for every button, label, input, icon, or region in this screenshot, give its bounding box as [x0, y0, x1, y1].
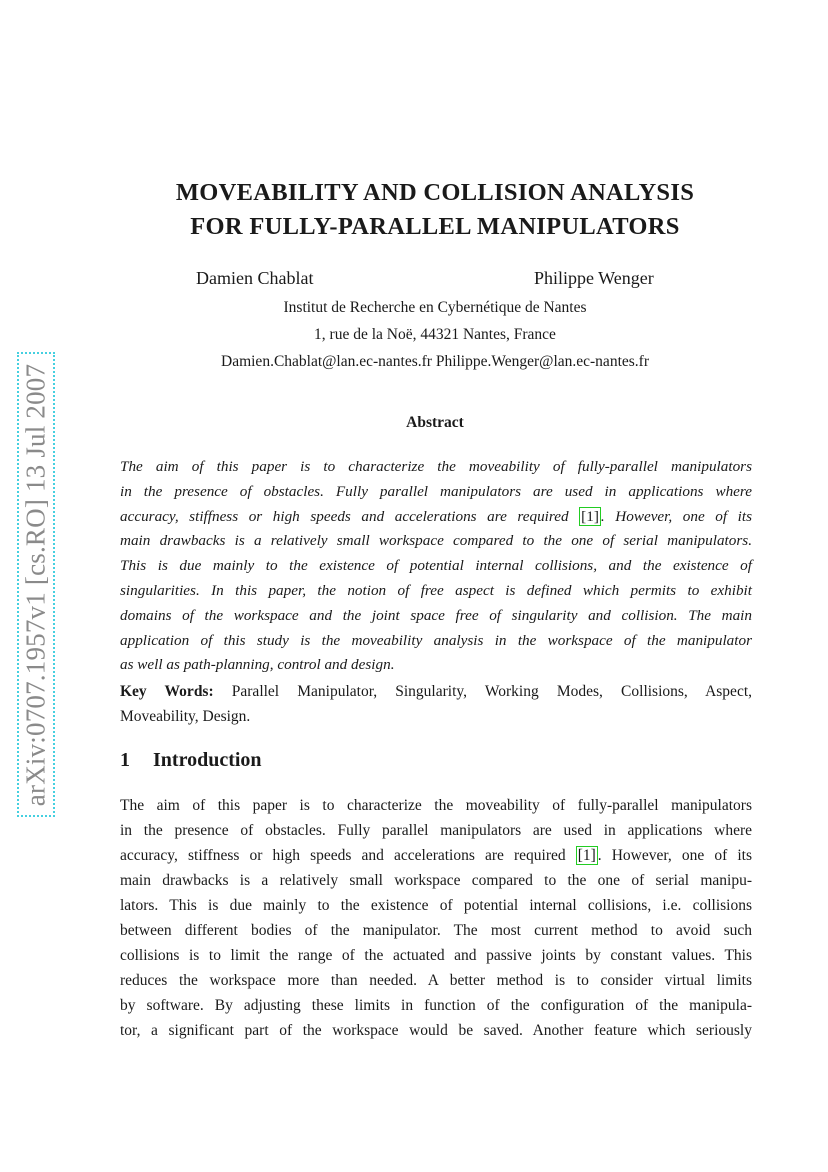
- author-emails: Damien.Chablat@lan.ec-nantes.fr Philippe.Wenger@lan.ec-nantes.fr: [221, 353, 649, 370]
- affiliation-address: 1, rue de la Noë, 44321 Nantes, France: [314, 326, 556, 343]
- body-line: The aim of this paper is to characterize the moveability of fully-parallel manipulators: [120, 797, 752, 814]
- abstract-heading: Abstract: [406, 414, 464, 431]
- abstract-line: The aim of this paper is to characterize the moveability of fully-parallel manipulators: [120, 458, 752, 475]
- body-line: [120, 843, 752, 868]
- keywords-block: [120, 680, 752, 730]
- abstract-line-text: accuracy, stiffness or high speeds and accelerations are required: [120, 507, 580, 525]
- body-line-text: . However, one of its: [597, 847, 752, 864]
- abstract-line: main drawbacks is a relatively small workspace compared to the one of serial manipulators.: [120, 532, 752, 550]
- body-line: reduces the workspace more than needed. A better method is to consider virtual limits: [120, 972, 752, 989]
- citation-link[interactable]: [1]: [577, 847, 596, 864]
- abstract-line: singularities. In this paper, the notion of free aspect is defined which permits to exhibit: [120, 581, 752, 599]
- title-line: FOR FULLY-PARALLEL MANIPULATORS: [190, 213, 680, 240]
- abstract-line: in the presence of obstacles. Fully parallel manipulators are used in applications where: [120, 482, 752, 500]
- author-name: Philippe Wenger: [534, 268, 654, 288]
- body-line: tor, a significant part of the workspace would be saved. Another feature which seriously: [120, 1022, 752, 1039]
- abstract-line: as well as path-planning, control and design.: [120, 656, 395, 674]
- arxiv-identifier-text: arXiv:0707.1957v1 [cs.RO] 13 Jul 2007: [20, 363, 51, 806]
- section-heading: [120, 749, 262, 772]
- paper-title: [120, 176, 750, 244]
- arxiv-identifier-stamp: [17, 352, 55, 817]
- keywords-line: Moveability, Design.: [120, 707, 251, 725]
- body-line: lators. This is due mainly to the existence of potential internal collisions, i.e. collisions: [120, 897, 752, 914]
- body-line: by software. By adjusting these limits in function of the configuration of the manipula-: [120, 997, 752, 1014]
- abstract-line: application of this study is the moveability analysis in the workspace of the manipulator: [120, 631, 752, 649]
- abstract-line: This is due mainly to the existence of potential internal collisions, and the existence of: [120, 557, 752, 575]
- abstract-body: [120, 455, 752, 678]
- author-name: Damien Chablat: [196, 268, 314, 288]
- abstract-line: domains of the workspace and the joint space free of singularity and collision. The main: [120, 606, 752, 624]
- abstract-line-text: . However, one of its: [600, 507, 753, 525]
- body-line-text: accuracy, stiffness or high speeds and accelerations are required: [120, 847, 576, 864]
- body-line: collisions is to limit the range of the actuated and passive joints by constant values. This: [120, 947, 752, 964]
- section-number: 1: [120, 749, 130, 771]
- introduction-body: [120, 793, 752, 1043]
- keywords-label: Key Words:: [120, 683, 214, 700]
- section-title: Introduction: [153, 749, 262, 771]
- affiliation-institute: Institut de Recherche en Cybernétique de Nantes: [283, 299, 587, 316]
- keywords-line: [120, 680, 752, 705]
- keywords-text: Parallel Manipulator, Singularity, Working Modes, Collisions, Aspect,: [213, 683, 753, 700]
- abstract-line: [120, 505, 752, 530]
- body-line: in the presence of obstacles. Fully parallel manipulators are used in applications where: [120, 822, 752, 839]
- body-line: between different bodies of the manipulator. The most current method to avoid such: [120, 922, 752, 939]
- title-line: MOVEABILITY AND COLLISION ANALYSIS: [175, 179, 695, 206]
- citation-link[interactable]: [1]: [581, 507, 599, 525]
- body-line: main drawbacks is a relatively small workspace compared to the one of serial manipu-: [120, 872, 752, 889]
